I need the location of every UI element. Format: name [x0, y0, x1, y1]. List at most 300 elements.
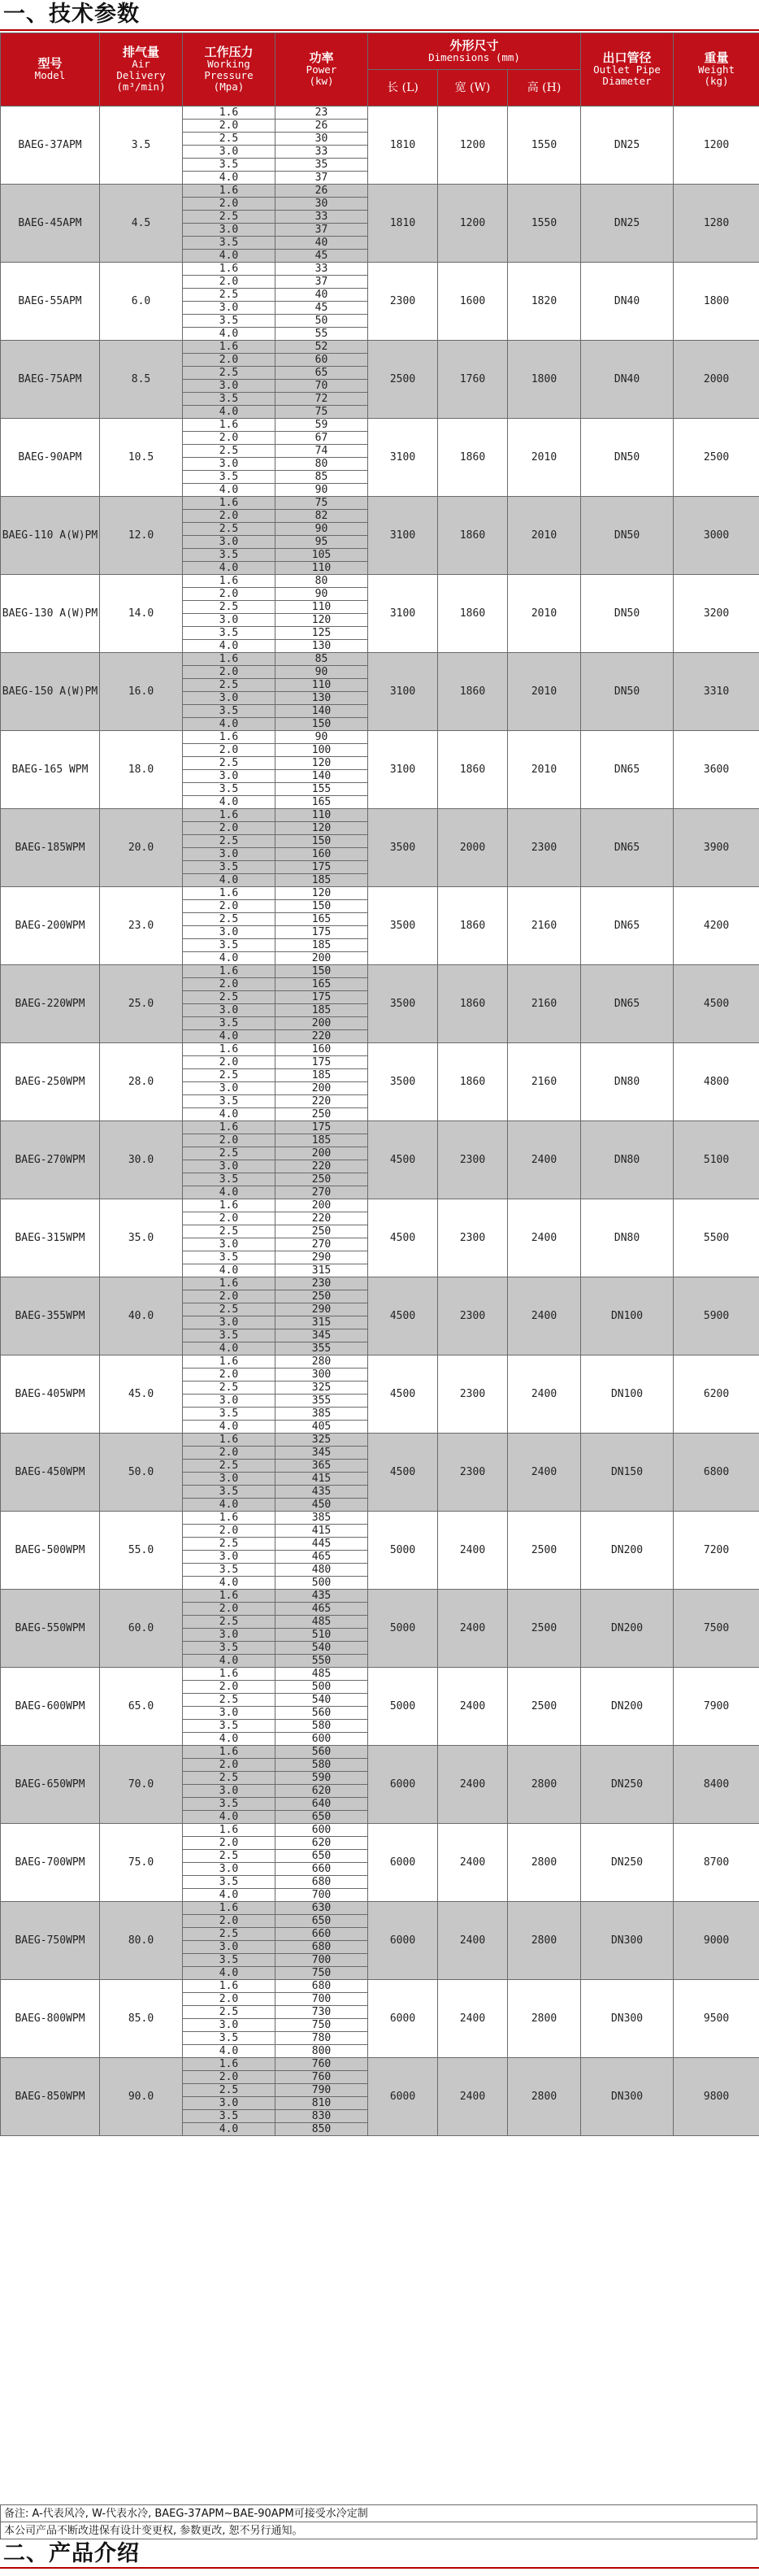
- power-cell: 760: [275, 2071, 368, 2084]
- power-cell: 37: [275, 172, 368, 185]
- pressure-cell: 3.5: [183, 1642, 275, 1655]
- width-cell: 1860: [438, 887, 508, 965]
- width-cell: 2400: [438, 1590, 508, 1668]
- power-cell: 150: [275, 965, 368, 978]
- pressure-cell: 1.6: [183, 1590, 275, 1603]
- pressure-cell: 3.5: [183, 471, 275, 484]
- pressure-cell: 2.5: [183, 1850, 275, 1863]
- power-cell: 290: [275, 1251, 368, 1264]
- power-cell: 465: [275, 1603, 368, 1616]
- pressure-cell: 2.5: [183, 1382, 275, 1395]
- power-cell: 23: [275, 107, 368, 120]
- power-cell: 415: [275, 1525, 368, 1538]
- table-row: [1, 185, 759, 198]
- pressure-cell: 1.6: [183, 185, 275, 198]
- power-cell: 45: [275, 302, 368, 315]
- air-delivery-cell: 16.0: [100, 653, 183, 731]
- pressure-cell: 2.5: [183, 835, 275, 848]
- table-row: [1, 1277, 759, 1290]
- pressure-cell: 3.0: [183, 2019, 275, 2032]
- power-cell: 405: [275, 1421, 368, 1434]
- header-model: 型号 Model: [1, 33, 100, 107]
- width-cell: 2300: [438, 1121, 508, 1199]
- power-cell: 130: [275, 692, 368, 705]
- pressure-cell: 2.0: [183, 1681, 275, 1694]
- pressure-cell: 1.6: [183, 653, 275, 666]
- header-height: 高 (H): [508, 70, 581, 107]
- model-cell: BAEG-220WPM: [1, 965, 100, 1043]
- height-cell: 2010: [508, 419, 581, 497]
- note-design-changes: 本公司产品不断改进保有设计变更权, 参数更改, 恕不另行通知。: [0, 2522, 757, 2539]
- power-cell: 750: [275, 2019, 368, 2032]
- power-cell: 660: [275, 1928, 368, 1941]
- pressure-cell: 3.5: [183, 1329, 275, 1342]
- width-cell: 1860: [438, 731, 508, 809]
- power-cell: 680: [275, 1876, 368, 1889]
- air-delivery-cell: 18.0: [100, 731, 183, 809]
- pressure-cell: 1.6: [183, 1746, 275, 1759]
- power-cell: 345: [275, 1329, 368, 1342]
- pressure-cell: 2.5: [183, 1069, 275, 1082]
- pressure-cell: 3.5: [183, 861, 275, 874]
- pressure-cell: 3.0: [183, 770, 275, 783]
- pressure-cell: 2.0: [183, 978, 275, 991]
- pressure-cell: 2.5: [183, 523, 275, 536]
- outlet-cell: DN300: [581, 1902, 674, 1980]
- power-cell: 175: [275, 861, 368, 874]
- pressure-cell: 2.5: [183, 1147, 275, 1160]
- pressure-cell: 4.0: [183, 796, 275, 809]
- power-cell: 345: [275, 1447, 368, 1460]
- power-cell: 200: [275, 1147, 368, 1160]
- model-cell: BAEG-75APM: [1, 341, 100, 419]
- power-cell: 33: [275, 263, 368, 276]
- power-cell: 150: [275, 718, 368, 731]
- outlet-cell: DN80: [581, 1121, 674, 1199]
- pressure-cell: 4.0: [183, 2123, 275, 2136]
- pressure-cell: 2.0: [183, 432, 275, 445]
- weight-cell: 7500: [674, 1590, 759, 1668]
- width-cell: 1860: [438, 419, 508, 497]
- outlet-cell: DN65: [581, 965, 674, 1043]
- air-delivery-cell: 90.0: [100, 2058, 183, 2136]
- weight-cell: 5900: [674, 1277, 759, 1355]
- air-delivery-cell: 45.0: [100, 1355, 183, 1434]
- pressure-cell: 2.0: [183, 276, 275, 289]
- power-cell: 65: [275, 367, 368, 380]
- pressure-cell: 2.0: [183, 1056, 275, 1069]
- power-cell: 230: [275, 1277, 368, 1290]
- height-cell: 2400: [508, 1121, 581, 1199]
- pressure-cell: 2.0: [183, 1603, 275, 1616]
- pressure-cell: 4.0: [183, 1733, 275, 1746]
- section-divider: [0, 29, 759, 31]
- power-cell: 80: [275, 458, 368, 471]
- pressure-cell: 4.0: [183, 1655, 275, 1668]
- power-cell: 90: [275, 666, 368, 679]
- pressure-cell: 3.0: [183, 380, 275, 393]
- outlet-cell: DN50: [581, 575, 674, 653]
- height-cell: 2800: [508, 1980, 581, 2058]
- pressure-cell: 3.0: [183, 926, 275, 939]
- model-cell: BAEG-850WPM: [1, 2058, 100, 2136]
- table-row: [1, 1043, 759, 1056]
- width-cell: 2000: [438, 809, 508, 887]
- air-delivery-cell: 75.0: [100, 1824, 183, 1902]
- power-cell: 59: [275, 419, 368, 432]
- pressure-cell: 2.0: [183, 900, 275, 913]
- width-cell: 1760: [438, 341, 508, 419]
- air-delivery-cell: 28.0: [100, 1043, 183, 1121]
- height-cell: 2500: [508, 1512, 581, 1590]
- power-cell: 26: [275, 120, 368, 133]
- pressure-cell: 4.0: [183, 718, 275, 731]
- power-cell: 55: [275, 328, 368, 341]
- header-power: 功率 Power (kw): [275, 33, 368, 107]
- power-cell: 150: [275, 835, 368, 848]
- outlet-cell: DN80: [581, 1199, 674, 1277]
- power-cell: 500: [275, 1681, 368, 1694]
- pressure-cell: 3.5: [183, 1564, 275, 1577]
- pressure-cell: 1.6: [183, 497, 275, 510]
- section-divider: [0, 2567, 759, 2569]
- table-row: [1, 575, 759, 588]
- power-cell: 220: [275, 1095, 368, 1108]
- width-cell: 2400: [438, 1512, 508, 1590]
- length-cell: 4500: [368, 1277, 438, 1355]
- power-cell: 200: [275, 1017, 368, 1030]
- pressure-cell: 3.5: [183, 2032, 275, 2045]
- pressure-cell: 1.6: [183, 1824, 275, 1837]
- power-cell: 30: [275, 198, 368, 211]
- section-title-specs: 一、技术参数: [3, 2, 140, 27]
- power-cell: 365: [275, 1460, 368, 1473]
- power-cell: 85: [275, 653, 368, 666]
- air-delivery-cell: 50.0: [100, 1434, 183, 1512]
- pressure-cell: 2.0: [183, 1837, 275, 1850]
- width-cell: 2400: [438, 1746, 508, 1824]
- power-cell: 70: [275, 380, 368, 393]
- pressure-cell: 3.0: [183, 536, 275, 549]
- pressure-cell: 1.6: [183, 731, 275, 744]
- pressure-cell: 3.0: [183, 302, 275, 315]
- section-title-product-intro: 二、产品介绍: [3, 2541, 140, 2566]
- pressure-cell: 2.0: [183, 510, 275, 523]
- power-cell: 33: [275, 211, 368, 224]
- pressure-cell: 2.0: [183, 1525, 275, 1538]
- power-cell: 175: [275, 991, 368, 1004]
- length-cell: 3500: [368, 809, 438, 887]
- air-delivery-cell: 6.0: [100, 263, 183, 341]
- weight-cell: 6800: [674, 1434, 759, 1512]
- power-cell: 485: [275, 1668, 368, 1681]
- power-cell: 640: [275, 1798, 368, 1811]
- length-cell: 6000: [368, 2058, 438, 2136]
- pressure-cell: 3.0: [183, 1082, 275, 1095]
- power-cell: 700: [275, 1954, 368, 1967]
- power-cell: 290: [275, 1303, 368, 1316]
- length-cell: 6000: [368, 1902, 438, 1980]
- weight-cell: 1280: [674, 185, 759, 263]
- power-cell: 165: [275, 796, 368, 809]
- pressure-cell: 2.0: [183, 2071, 275, 2084]
- width-cell: 2400: [438, 1668, 508, 1746]
- pressure-cell: 1.6: [183, 1512, 275, 1525]
- model-cell: BAEG-150 A(W)PM: [1, 653, 100, 731]
- model-cell: BAEG-315WPM: [1, 1199, 100, 1277]
- width-cell: 2300: [438, 1434, 508, 1512]
- model-cell: BAEG-55APM: [1, 263, 100, 341]
- power-cell: 550: [275, 1655, 368, 1668]
- air-delivery-cell: 10.5: [100, 419, 183, 497]
- power-cell: 830: [275, 2110, 368, 2123]
- pressure-cell: 2.5: [183, 133, 275, 146]
- outlet-cell: DN25: [581, 185, 674, 263]
- power-cell: 150: [275, 900, 368, 913]
- power-cell: 85: [275, 471, 368, 484]
- pressure-cell: 3.5: [183, 237, 275, 250]
- model-cell: BAEG-450WPM: [1, 1434, 100, 1512]
- height-cell: 2500: [508, 1668, 581, 1746]
- width-cell: 2300: [438, 1277, 508, 1355]
- pressure-cell: 4.0: [183, 874, 275, 887]
- pressure-cell: 3.0: [183, 1160, 275, 1173]
- power-cell: 120: [275, 757, 368, 770]
- table-row: [1, 107, 759, 120]
- pressure-cell: 2.0: [183, 1290, 275, 1303]
- pressure-cell: 3.5: [183, 1173, 275, 1186]
- model-cell: BAEG-90APM: [1, 419, 100, 497]
- power-cell: 300: [275, 1368, 368, 1382]
- weight-cell: 8400: [674, 1746, 759, 1824]
- power-cell: 540: [275, 1694, 368, 1707]
- pressure-cell: 2.5: [183, 1772, 275, 1785]
- power-cell: 220: [275, 1160, 368, 1173]
- weight-cell: 3000: [674, 497, 759, 575]
- power-cell: 485: [275, 1616, 368, 1629]
- power-cell: 82: [275, 510, 368, 523]
- power-cell: 500: [275, 1577, 368, 1590]
- power-cell: 90: [275, 523, 368, 536]
- power-cell: 26: [275, 185, 368, 198]
- pressure-cell: 1.6: [183, 1043, 275, 1056]
- power-cell: 185: [275, 1069, 368, 1082]
- pressure-cell: 2.5: [183, 1616, 275, 1629]
- header-weight: 重量 Weight (kg): [674, 33, 759, 107]
- weight-cell: 7200: [674, 1512, 759, 1590]
- outlet-cell: DN40: [581, 341, 674, 419]
- power-cell: 30: [275, 133, 368, 146]
- power-cell: 185: [275, 939, 368, 952]
- power-cell: 680: [275, 1980, 368, 1993]
- pressure-cell: 3.5: [183, 1486, 275, 1499]
- width-cell: 1860: [438, 1043, 508, 1121]
- pressure-cell: 3.5: [183, 1251, 275, 1264]
- pressure-cell: 2.5: [183, 601, 275, 614]
- header-width: 宽 (W): [438, 70, 508, 107]
- pressure-cell: 3.0: [183, 1551, 275, 1564]
- pressure-cell: 3.5: [183, 705, 275, 718]
- width-cell: 1860: [438, 575, 508, 653]
- length-cell: 1810: [368, 107, 438, 185]
- power-cell: 325: [275, 1434, 368, 1447]
- power-cell: 650: [275, 1811, 368, 1824]
- power-cell: 600: [275, 1733, 368, 1746]
- air-delivery-cell: 25.0: [100, 965, 183, 1043]
- outlet-cell: DN100: [581, 1277, 674, 1355]
- power-cell: 600: [275, 1824, 368, 1837]
- height-cell: 2160: [508, 1043, 581, 1121]
- pressure-cell: 4.0: [183, 1421, 275, 1434]
- power-cell: 250: [275, 1290, 368, 1303]
- power-cell: 120: [275, 887, 368, 900]
- power-cell: 385: [275, 1512, 368, 1525]
- air-delivery-cell: 4.5: [100, 185, 183, 263]
- pressure-cell: 2.0: [183, 1915, 275, 1928]
- height-cell: 2800: [508, 1746, 581, 1824]
- pressure-cell: 1.6: [183, 965, 275, 978]
- length-cell: 4500: [368, 1121, 438, 1199]
- pressure-cell: 4.0: [183, 484, 275, 497]
- model-cell: BAEG-130 A(W)PM: [1, 575, 100, 653]
- power-cell: 37: [275, 276, 368, 289]
- length-cell: 5000: [368, 1590, 438, 1668]
- pressure-cell: 1.6: [183, 2058, 275, 2071]
- power-cell: 72: [275, 393, 368, 406]
- pressure-cell: 1.6: [183, 1355, 275, 1368]
- outlet-cell: DN200: [581, 1512, 674, 1590]
- power-cell: 730: [275, 2006, 368, 2019]
- power-cell: 35: [275, 159, 368, 172]
- pressure-cell: 2.5: [183, 1225, 275, 1238]
- table-row: [1, 263, 759, 276]
- power-cell: 540: [275, 1642, 368, 1655]
- power-cell: 90: [275, 484, 368, 497]
- pressure-cell: 4.0: [183, 1967, 275, 1980]
- power-cell: 280: [275, 1355, 368, 1368]
- power-cell: 160: [275, 1043, 368, 1056]
- pressure-cell: 3.5: [183, 1017, 275, 1030]
- power-cell: 580: [275, 1720, 368, 1733]
- pressure-cell: 2.5: [183, 1928, 275, 1941]
- air-delivery-cell: 23.0: [100, 887, 183, 965]
- weight-cell: 4200: [674, 887, 759, 965]
- pressure-cell: 4.0: [183, 172, 275, 185]
- length-cell: 5000: [368, 1668, 438, 1746]
- power-cell: 355: [275, 1395, 368, 1408]
- power-cell: 560: [275, 1707, 368, 1720]
- length-cell: 3100: [368, 731, 438, 809]
- width-cell: 1200: [438, 185, 508, 263]
- pressure-cell: 2.0: [183, 822, 275, 835]
- pressure-cell: 4.0: [183, 640, 275, 653]
- power-cell: 175: [275, 1056, 368, 1069]
- pressure-cell: 2.0: [183, 588, 275, 601]
- weight-cell: 9000: [674, 1902, 759, 1980]
- power-cell: 760: [275, 2058, 368, 2071]
- power-cell: 250: [275, 1108, 368, 1121]
- power-cell: 175: [275, 1121, 368, 1134]
- pressure-cell: 4.0: [183, 328, 275, 341]
- air-delivery-cell: 8.5: [100, 341, 183, 419]
- length-cell: 4500: [368, 1199, 438, 1277]
- height-cell: 2400: [508, 1277, 581, 1355]
- weight-cell: 9500: [674, 1980, 759, 2058]
- model-cell: BAEG-650WPM: [1, 1746, 100, 1824]
- pressure-cell: 3.0: [183, 848, 275, 861]
- width-cell: 1600: [438, 263, 508, 341]
- length-cell: 1810: [368, 185, 438, 263]
- model-cell: BAEG-405WPM: [1, 1355, 100, 1434]
- pressure-cell: 3.5: [183, 549, 275, 562]
- air-delivery-cell: 60.0: [100, 1590, 183, 1668]
- pressure-cell: 2.0: [183, 198, 275, 211]
- table-row: [1, 1434, 759, 1447]
- width-cell: 1860: [438, 965, 508, 1043]
- power-cell: 110: [275, 809, 368, 822]
- pressure-cell: 4.0: [183, 1264, 275, 1277]
- air-delivery-cell: 85.0: [100, 1980, 183, 2058]
- table-row: [1, 1199, 759, 1212]
- pressure-cell: 3.5: [183, 393, 275, 406]
- pressure-cell: 1.6: [183, 1980, 275, 1993]
- outlet-cell: DN50: [581, 653, 674, 731]
- power-cell: 435: [275, 1590, 368, 1603]
- pressure-cell: 4.0: [183, 1811, 275, 1824]
- height-cell: 2010: [508, 731, 581, 809]
- pressure-cell: 2.5: [183, 679, 275, 692]
- power-cell: 37: [275, 224, 368, 237]
- air-delivery-cell: 20.0: [100, 809, 183, 887]
- weight-cell: 2500: [674, 419, 759, 497]
- outlet-cell: DN250: [581, 1746, 674, 1824]
- length-cell: 3100: [368, 653, 438, 731]
- pressure-cell: 4.0: [183, 406, 275, 419]
- power-cell: 185: [275, 874, 368, 887]
- width-cell: 1200: [438, 107, 508, 185]
- outlet-cell: DN80: [581, 1043, 674, 1121]
- power-cell: 355: [275, 1342, 368, 1355]
- width-cell: 1860: [438, 653, 508, 731]
- air-delivery-cell: 14.0: [100, 575, 183, 653]
- width-cell: 2400: [438, 1824, 508, 1902]
- pressure-cell: 4.0: [183, 562, 275, 575]
- model-cell: BAEG-700WPM: [1, 1824, 100, 1902]
- power-cell: 110: [275, 679, 368, 692]
- height-cell: 1800: [508, 341, 581, 419]
- pressure-cell: 3.0: [183, 692, 275, 705]
- model-cell: BAEG-110 A(W)PM: [1, 497, 100, 575]
- pressure-cell: 3.5: [183, 1408, 275, 1421]
- outlet-cell: DN50: [581, 497, 674, 575]
- pressure-cell: 1.6: [183, 1199, 275, 1212]
- power-cell: 125: [275, 627, 368, 640]
- outlet-cell: DN100: [581, 1355, 674, 1434]
- power-cell: 250: [275, 1225, 368, 1238]
- pressure-cell: 1.6: [183, 419, 275, 432]
- width-cell: 2400: [438, 1980, 508, 2058]
- power-cell: 185: [275, 1004, 368, 1017]
- power-cell: 270: [275, 1238, 368, 1251]
- model-cell: BAEG-600WPM: [1, 1668, 100, 1746]
- power-cell: 110: [275, 601, 368, 614]
- pressure-cell: 3.5: [183, 1095, 275, 1108]
- pressure-cell: 2.0: [183, 666, 275, 679]
- power-cell: 650: [275, 1850, 368, 1863]
- pressure-cell: 1.6: [183, 575, 275, 588]
- length-cell: 3500: [368, 965, 438, 1043]
- height-cell: 2800: [508, 1902, 581, 1980]
